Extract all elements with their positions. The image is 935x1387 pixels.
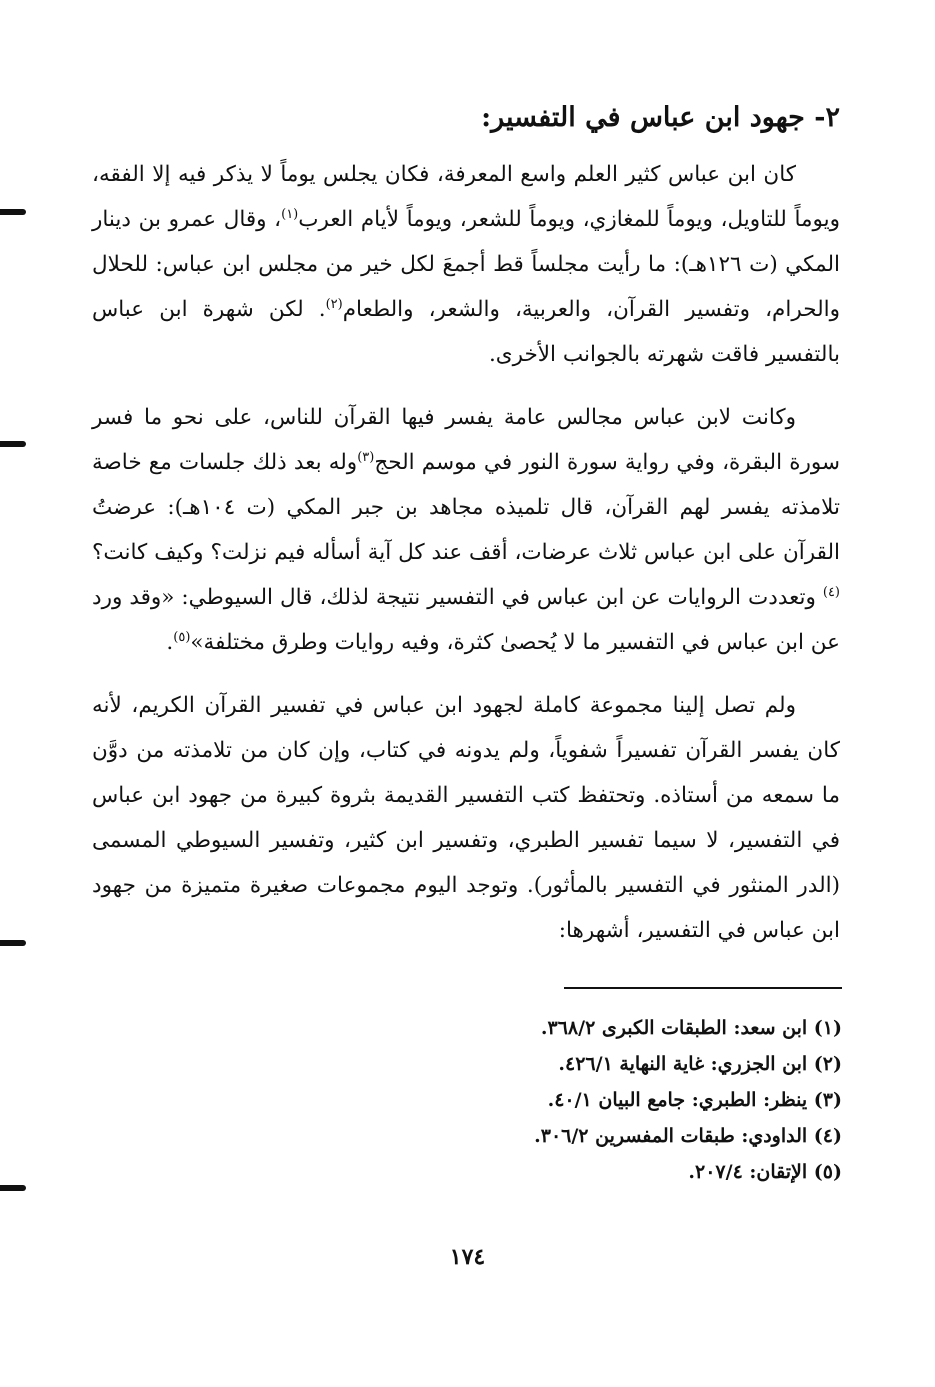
body-paragraph (92, 395, 840, 665)
footnote: (٣) ينظر: الطبري: جامع البيان ٤٠/١. (547, 1089, 842, 1111)
footnote-ref: (٤) (822, 584, 840, 600)
paragraph-text: وله بعد ذلك جلسات مع خاصة تلامذته يفسر لهم القرآن، قال تلميذه مجاهد بن جبر المكي (ت ١٠٤هـ): عرضتُ القرآن على ابن عباس ثلاث عرضات، أقف عند كل آية أسأله فيم نزلت؟ وكيف كانت؟ (92, 450, 840, 565)
section-heading: ٢- جهود ابن عباس في التفسير: (481, 102, 840, 133)
footnote-ref: (٢) (325, 296, 343, 312)
margin-mark (0, 209, 26, 215)
footnote: (٤) الداودي: طبقات المفسرين ٣٠٦/٢. (534, 1125, 842, 1147)
paragraph-text: . لكن شهرة ابن عباس بالتفسير فاقت شهرته بالجوانب الأخرى. (92, 297, 840, 367)
footnote-ref: (٥) (173, 629, 191, 645)
margin-mark (0, 1185, 26, 1191)
paragraph-text: وكانت لابن عباس مجالس عامة يفسر فيها القرآن للناس، على نحو ما فسر سورة البقرة، وفي رواية سورة النور في موسم الحج (92, 405, 841, 475)
footnote: (٥) الإتقان: ٢٠٧/٤. (688, 1161, 842, 1183)
body-paragraph (92, 152, 840, 377)
margin-mark (0, 940, 26, 946)
paragraph-text: . (166, 630, 174, 655)
footnote-ref: (٣) (357, 449, 375, 465)
paragraph-text: ، وقال عمرو بن دينار المكي (ت ١٢٦هـ): ما رأيت مجلساً قط أجمعَ لكل خير من مجلس ابن عباس: للحلال والحرام، وتفسير القرآن، والعربية، والشعر، والطعام (92, 207, 840, 322)
footnote-divider (564, 987, 842, 989)
footnote: (١) ابن سعد: الطبقات الكبرى ٣٦٨/٢. (540, 1017, 842, 1039)
footnote: (٢) ابن الجزري: غاية النهاية ٤٢٦/١. (558, 1053, 842, 1075)
footnote-ref: (١) (281, 206, 299, 222)
paragraph-text: كان ابن عباس كثير العلم واسع المعرفة، فكان يجلس يوماً لا يذكر فيه إلا الفقه، ويوماً للتاويل، ويوماً للمغازي، ويوماً للشعر، ويوماً لأيام العرب (92, 162, 840, 232)
main-text (92, 96, 840, 971)
margin-mark (0, 441, 26, 447)
paragraph-text: ولم تصل إلينا مجموعة كاملة لجهود ابن عباس في تفسير القرآن الكريم، لأنه كان يفسر القرآن تفسيراً شفوياً، ولم يدونه في كتاب، وإن كان من تلامذته من دوَّن ما سمعه من أستاذه. وتحتفظ كتب التفسير القديمة بثروة كبيرة من جهود ابن عباس في التفسير، لا سيما تفسير الطبري، وتفسير ابن كثير، وتفسير السيوطي المسمى (الدر المنثور في التفسير بالمأثور). وتوجد اليوم مجموعات صغيرة متميزة من جهود ابن عباس في التفسير، أشهرها: (92, 693, 840, 943)
footnotes-list (92, 1010, 842, 1190)
page-number: ١٧٤ (449, 1244, 486, 1270)
body-paragraphs (92, 152, 840, 953)
paragraph-text: وتعددت الروايات عن ابن عباس في التفسير نتيجة لذلك، قال السيوطي: «وقد ورد عن ابن عباس في التفسير ما لا يُحصىٰ كثرة، وفيه روايات وطرق مختلفة» (92, 585, 840, 655)
body-paragraph (92, 683, 840, 953)
